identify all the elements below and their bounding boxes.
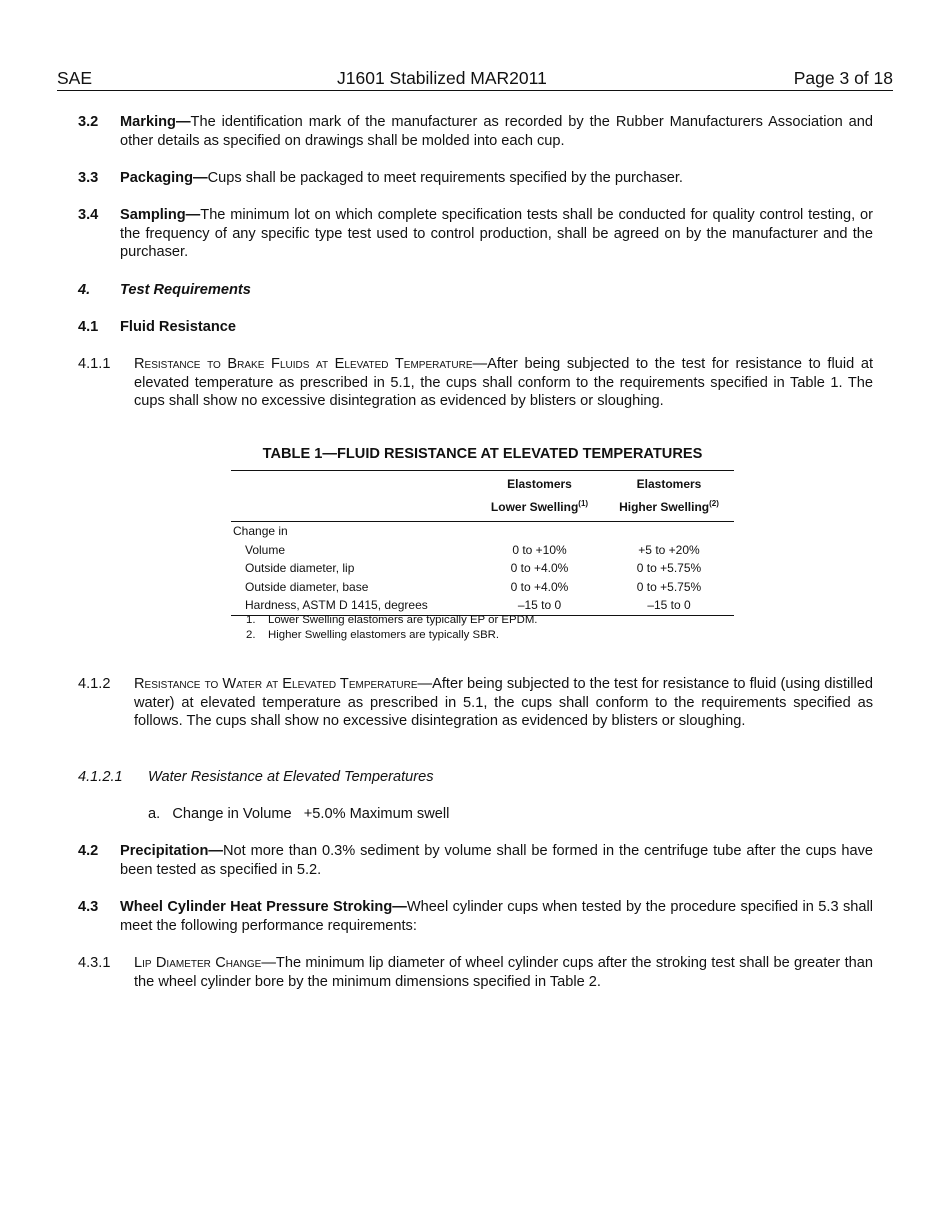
section-text: Wheel cylinder cups when tested by the procedure specified in 5.3 shall meet the following performance requirements: — [120, 899, 873, 934]
table-row: Outside diameter, base 0 to +4.0% 0 to +5.75% — [245, 579, 702, 594]
section-number: 4.1 — [78, 319, 99, 335]
section-number: 4.1.1 — [78, 356, 111, 372]
table-note: 1. Lower Swelling elastomers are typically EP or EPDM. — [246, 614, 538, 626]
section-3-4 — [78, 206, 873, 262]
section-number: 4.3 — [78, 899, 99, 915]
section-number: 4.1.2.1 — [78, 769, 123, 785]
section-4-1-1 — [78, 355, 873, 411]
section-text: The minimum lot on which complete specification tests shall be conducted for quality control testing, or the frequency of any specific type test used to control production, shall be agreed on by the manufacturer and the purchaser. — [120, 207, 873, 261]
col-lower-swelling: Elastomers Lower Swelling$^{(1)}$ — [490, 477, 589, 514]
list-item-a: a. Change in Volume +5.0% Maximum swell — [148, 806, 450, 822]
table-note: 2. Higher Swelling elastomers are typically SBR. — [246, 629, 500, 641]
section-title: Fluid Resistance — [120, 319, 236, 335]
section-text: Cups shall be packaged to meet requirements specified by the purchaser. — [207, 170, 683, 186]
section-number: 3.4 — [78, 207, 99, 223]
table-1 — [231, 470, 734, 616]
section-number: 4.3.1 — [78, 955, 111, 971]
section-title: Test Requirements — [120, 282, 251, 298]
section-text: —After being subjected to the test for resistance to fluid (using distilled water) at elevated temperature as prescribed in 5.1, the cups shall conform to the requirements specified as follows. The cups shall show no excessive disintegration as evidenced by blisters or sloughing. — [134, 676, 873, 730]
section-number: 3.3 — [78, 170, 99, 186]
section-4-1 — [78, 318, 873, 337]
section-4-3 — [78, 898, 873, 935]
section-title: Water Resistance at Elevated Temperatures — [148, 769, 434, 785]
section-title: Resistance to Water at Elevated Temperature — [134, 676, 418, 692]
section-title: Resistance to Brake Fluids at Elevated Temperature — [134, 356, 473, 372]
table-row: Outside diameter, lip 0 to +4.0% 0 to +5.75% — [245, 561, 702, 576]
table-1-title: TABLE 1—FLUID RESISTANCE AT ELEVATED TEMPERATURES — [262, 446, 703, 462]
section-number: 4.2 — [78, 843, 99, 859]
col-higher-swelling: Elastomers Higher Swelling$^{(2)}$ — [619, 477, 719, 514]
page-header — [57, 68, 893, 91]
table-row: Hardness, ASTM D 1415, degrees –15 to 0 –15 to 0 — [231, 596, 734, 615]
section-title: Sampling— — [120, 207, 201, 223]
section-4-3-1 — [78, 954, 873, 991]
header-page-number: Page 3 of 18 — [793, 68, 893, 88]
section-title: Packaging— — [120, 170, 208, 186]
section-number: 3.2 — [78, 114, 99, 130]
section-4-1-2 — [78, 675, 873, 731]
section-3-2 — [78, 113, 873, 150]
section-4-1-2-1 — [78, 768, 873, 787]
header-org: SAE — [57, 68, 93, 88]
header-doc-id: J1601 Stabilized MAR2011 — [337, 68, 547, 88]
section-text: The identification mark of the manufacturer as recorded by the Rubber Manufacturers Association and other details as specified on drawings shall be molded into each cup. — [120, 114, 873, 149]
section-number: 4.1.2 — [78, 676, 111, 692]
section-title: Lip Diameter Change — [134, 955, 262, 971]
section-number: 4. — [78, 282, 91, 298]
table-group-row: Change in — [233, 524, 288, 539]
section-text: —After being subjected to the test for resistance to fluid at elevated temperature as prescribed in 5.1, the cups shall conform to the requirements specified in Table 1. The cups shall show no excessive disintegration as evidenced by blisters or sloughing. — [134, 356, 873, 410]
section-title: Marking— — [120, 114, 191, 130]
section-3-3 — [78, 169, 873, 188]
table-row: Volume 0 to +10% +5 to +20% — [245, 542, 700, 557]
section-4-2 — [78, 842, 873, 879]
section-text: —The minimum lip diameter of wheel cylinder cups after the stroking test shall be greater than the wheel cylinder bore by the minimum dimensions specified in Table 2. — [134, 955, 874, 990]
section-title: Precipitation— — [120, 843, 223, 859]
section-text: Not more than 0.3% sediment by volume shall be formed in the centrifuge tube after the cups have been tested as specified in 5.2. — [120, 843, 873, 878]
section-4 — [78, 281, 873, 300]
section-title: Wheel Cylinder Heat Pressure Stroking— — [120, 899, 407, 915]
table-header-row — [231, 471, 734, 522]
